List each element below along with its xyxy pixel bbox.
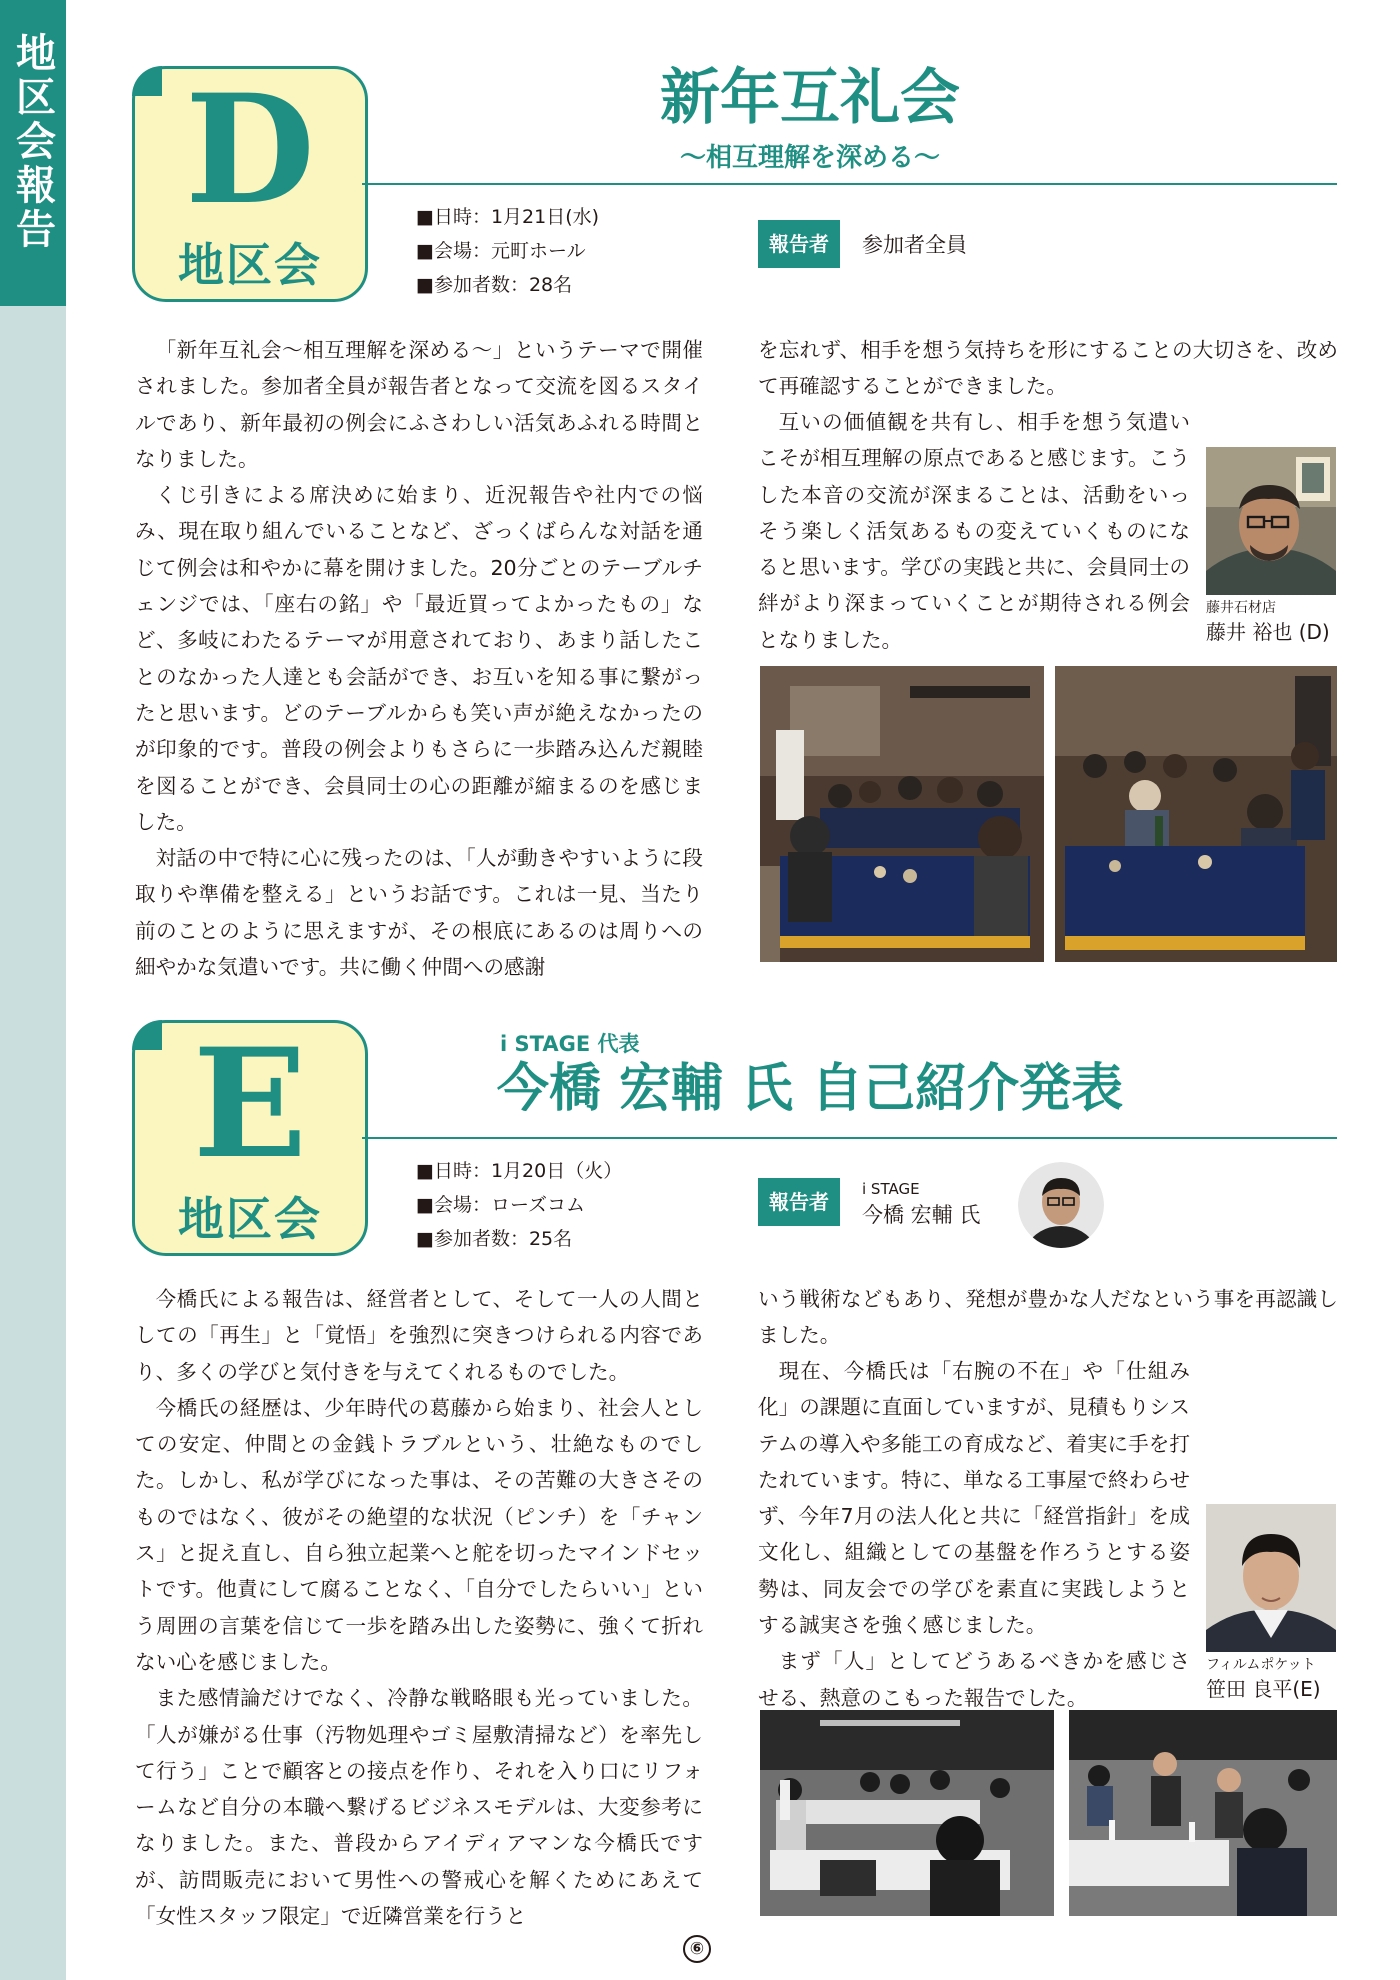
- side-tab: [0, 0, 66, 306]
- section-d-meta: [416, 200, 599, 302]
- paragraph: を忘れず、相手を想う気持ちを形にすることの大切さを、改めて再確認することができました。: [758, 338, 1338, 399]
- paragraph: 「新年互礼会〜相互理解を深める〜」というテーマで開催されました。参加者全員が報告者となって交流を図るスタイルであり、新年最初の例会にふさわしい活気あふれる時間となりました。: [135, 338, 703, 471]
- page-number: ⑥: [683, 1935, 711, 1963]
- writer-caption-e: [1206, 1653, 1321, 1701]
- writer-org: 藤井石材店: [1206, 600, 1276, 616]
- section-d-rule: [362, 183, 1337, 185]
- paragraph: 今橋氏による報告は、経営者として、そして一人の人間としての「再生」と「覚悟」を強烈に突きつけられる内容であり、多くの学びと気付きを与えてくれるものでした。: [135, 1287, 703, 1384]
- paragraph: くじ引きによる席決めに始まり、近況報告や社内での悩み、現在取り組んでいることなど、ざっくばらんな対話を通じて例会は和やかに幕を開けました。20分ごとのテーブルチェンジでは、「座右の銘」や「最近買ってよかったもの」など、多岐にわたるテーマが用意されており、あまり話したことのなかった人達とも会話ができ、お互いを知る事に繋がったと思います。どのテーブルからも笑い声が絶えなかったのが印象的です。普段の例会よりもさらに一歩踏み込んだ親睦を図ることができ、会員同士の心の距離が縮まるのを感じました。: [135, 483, 703, 834]
- meta-attendees: ■参加者数：28名: [416, 274, 573, 296]
- district-label: 地区会: [178, 1192, 322, 1246]
- section-e-body-right: [758, 1353, 1190, 1716]
- paragraph: 対話の中で特に心に残ったのは、「人が動きやすいように段取りや準備を整える」というお話です。これは一見、当たり前のことのように思えますが、その根底にあるのは周りへの細やかな気遣いです。共に働く仲間への感謝: [135, 846, 703, 980]
- reporter-portrait-e: [1018, 1162, 1104, 1248]
- reporter-name: 参加者全員: [862, 233, 967, 257]
- writer-caption-d: [1206, 596, 1330, 644]
- section-d-body-right-top: [758, 332, 1338, 405]
- district-letter: E: [192, 1016, 308, 1192]
- meta-attendees: ■参加者数：25名: [416, 1228, 573, 1250]
- reporter-label: 報告者: [758, 1178, 840, 1226]
- section-e-rule: [362, 1137, 1337, 1139]
- writer-portrait-e: [1206, 1504, 1336, 1652]
- section-e-body-right-top: [758, 1281, 1338, 1354]
- section-e-title-prefix: i STAGE 代表: [500, 1032, 640, 1056]
- section-d-body-right: [758, 404, 1190, 658]
- reporter-block: [862, 1176, 980, 1228]
- district-badge-d: [132, 62, 368, 302]
- section-e-meta: [416, 1154, 622, 1256]
- paragraph: 互いの価値観を共有し、相手を想う気遣いこそが相互理解の原点であると感じます。こうした本音の交流が深まることは、活動をいっそう楽しく活気あるもの変えていくものになると思います。学びの実践と共に、会員同士の絆がより深まっていくことが期待される例会となりました。: [758, 410, 1190, 652]
- writer-org: フィルムポケット: [1206, 1657, 1316, 1673]
- event-photo-e-2: [1069, 1710, 1337, 1916]
- section-e-reporter: [758, 1176, 980, 1228]
- section-e-body-left: [135, 1281, 703, 1934]
- district-label: 地区会: [178, 238, 322, 292]
- writer-name: 藤井 裕也 (D): [1206, 620, 1330, 644]
- reporter-name: 今橋 宏輔 氏: [862, 1203, 981, 1227]
- paragraph: まず「人」としてどうあるべきかを感じさせる、熱意のこもった報告でした。: [758, 1649, 1190, 1710]
- event-photo-d-1: [760, 666, 1044, 962]
- writer-portrait-d: [1206, 447, 1336, 595]
- event-photo-d-2: [1055, 666, 1337, 962]
- meta-date: ■日時：1月21日(水): [416, 206, 600, 228]
- paragraph: 今橋氏の経歴は、少年時代の葛藤から始まり、社会人としての安定、仲間との金銭トラブルという、壮絶なものでした。しかし、私が学びになった事は、その苦難の大きさそのものではなく、彼がその絶望的な状況（ピンチ）を「チャンス」と捉え直し、自ら独立起業へと舵を切ったマインドセットです。他責にして腐ることなく、「自分でしたらいい」という周囲の言葉を信じて一歩を踏み出した姿勢に、強くて折れない心を感じました。: [135, 1395, 703, 1674]
- section-d-subtitle: 〜相互理解を深める〜: [679, 143, 940, 173]
- meta-date: ■日時：1月20日（火）: [416, 1160, 623, 1182]
- district-badge-e: [132, 1016, 368, 1256]
- paragraph: 現在、今橋氏は「右腕の不在」や「仕組み化」の課題に直面していますが、見積もりシステムの導入や多能工の育成など、着実に手を打たれています。特に、単なる工事屋で終わらせず、今年7月の法人化と共に「経営指針」を成文化し、組織としての基盤を作ろうとする姿勢は、同友会での学びを素直に実践しようとする誠実さを強く感じました。: [758, 1359, 1190, 1638]
- section-d-reporter: [758, 220, 967, 268]
- section-d-title: 新年互礼会: [660, 63, 960, 133]
- meta-venue: ■会場：ローズコム: [416, 1194, 586, 1216]
- writer-name: 笹田 良平(E): [1206, 1677, 1321, 1701]
- paragraph: また感情論だけでなく、冷静な戦略眼も光っていました。「人が嫌がる仕事（汚物処理やゴミ屋敷清掃など）を率先して行う」ことで顧客との接点を作り、それを入り口にリフォームなど自分の本職へ繋げるビジネスモデルは、大変参考になりました。また、普段からアイディアマンな今橋氏ですが、訪問販売において男性への警戒心を解くためにあえて「女性スタッフ限定」で近隣営業を行うと: [135, 1686, 703, 1929]
- reporter-org: i STAGE: [862, 1180, 920, 1198]
- district-letter: D: [184, 62, 316, 238]
- section-d-body-left: [135, 332, 703, 985]
- paragraph: いう戦術などもあり、発想が豊かな人だなという事を再認識しました。: [758, 1287, 1338, 1348]
- reporter-label: 報告者: [758, 220, 840, 268]
- meta-venue: ■会場：元町ホール: [416, 240, 586, 262]
- section-e-title: 今橋 宏輔 氏 自己紹介発表: [496, 1059, 1124, 1119]
- side-label: 地区会報告: [9, 32, 56, 252]
- event-photo-e-1: [760, 1710, 1054, 1916]
